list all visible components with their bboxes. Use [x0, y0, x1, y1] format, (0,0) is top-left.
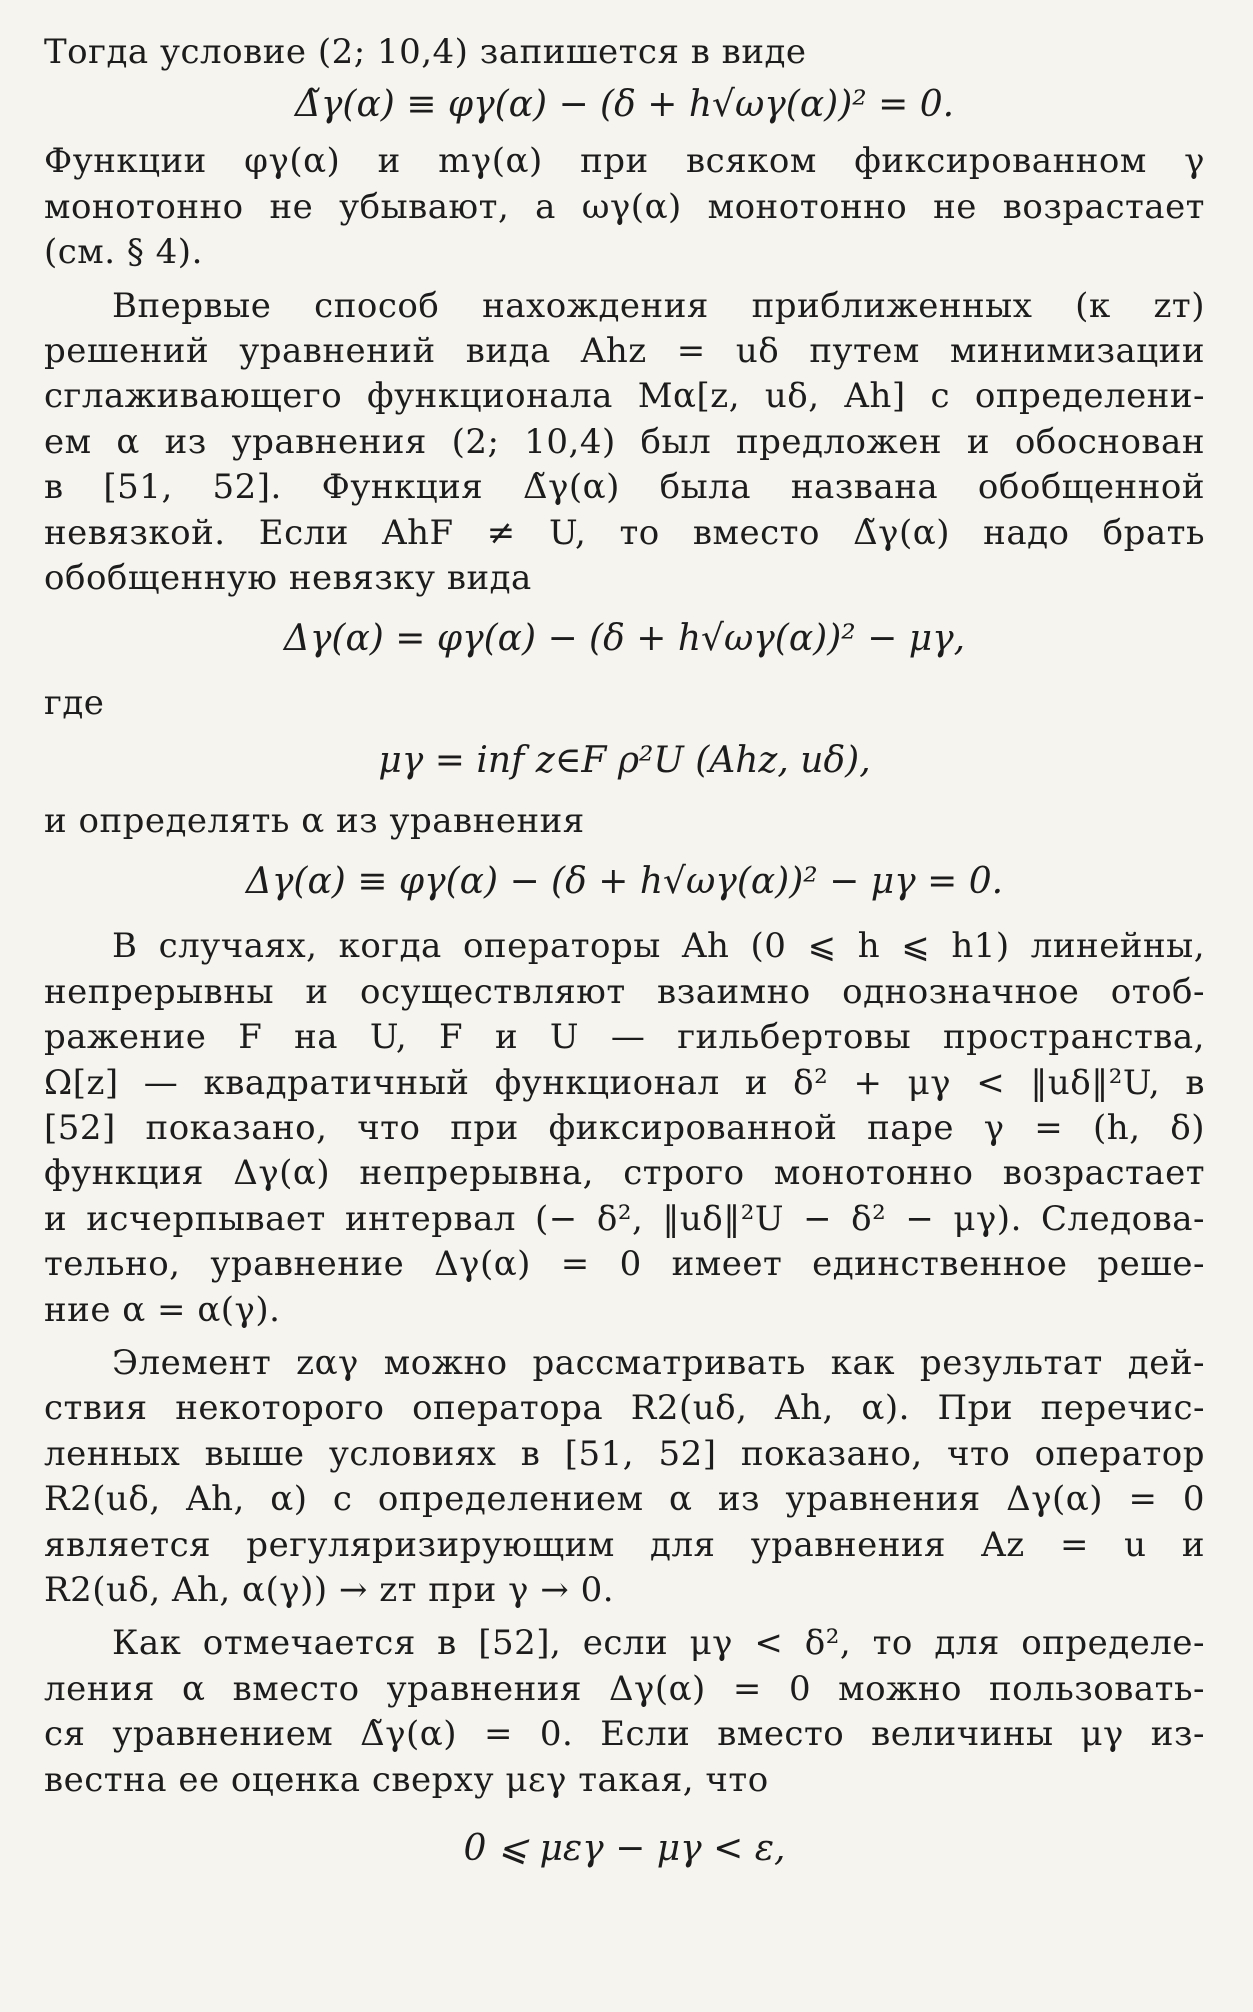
text-line: тельно, уравнение Δγ(α) = 0 имеет единственное реше- [44, 1244, 1205, 1285]
text-line: ления α вместо уравнения Δγ(α) = 0 можно пользовать- [44, 1668, 1205, 1709]
text-line: (см. § 4). [44, 232, 203, 273]
text-line: монотонно не убывают, а ωγ(α) монотонно не возрастает [44, 186, 1205, 227]
text-line: ем α из уравнения (2; 10,4) был предложен и обоснован [44, 421, 1205, 462]
text-line: ние α = α(γ). [44, 1289, 281, 1330]
text-line: [52] показано, что при фиксированной паре γ = (h, δ) [44, 1107, 1205, 1148]
paragraph-start: Элемент zαγ можно рассматривать как результат дей- [112, 1342, 1205, 1383]
text-line: R2(uδ, Ah, α(γ)) → zт при γ → 0. [44, 1569, 615, 1610]
formula-generalized-residual-tilde: Δ̃γ(α) ≡ φγ(α) − (δ + h√ωγ(α))² = 0. [294, 84, 955, 126]
text-line: Функции φγ(α) и mγ(α) при всяком фиксированном γ [44, 141, 1205, 182]
formula-generalized-residual: Δγ(α) = φγ(α) − (δ + h√ωγ(α))² − μγ, [283, 618, 966, 660]
text-line: R2(uδ, Ah, α) с определением α из уравнения Δγ(α) = 0 [44, 1479, 1205, 1520]
text-line: сглаживающего функционала Mα[z, uδ, Ah] с определени- [44, 376, 1205, 417]
formula-mu-epsilon-estimate: 0 ⩽ μεγ − μγ < ε, [463, 1828, 786, 1869]
text-line: ствия некоторого оператора R2(uδ, Ah, α). При перечис- [44, 1388, 1205, 1429]
formula-mu-gamma: μγ = inf z∈F ρ²U (Ahz, uδ), [378, 739, 871, 781]
text-line: в [51, 52]. Функция Δ̃γ(α) была названа обобщенной [44, 467, 1205, 508]
text-line: обобщенную невязку вида [44, 558, 532, 599]
text-line: Тогда условие (2; 10,4) запишется в виде [44, 32, 807, 72]
text-line: решений уравнений вида Ahz = uδ путем минимизации [44, 331, 1205, 372]
text-line: где [44, 683, 105, 724]
paragraph-start: Впервые способ нахождения приближенных (к zт) [112, 285, 1205, 326]
text-line: Ω[z] — квадратичный функционал и δ² + μγ < ‖uδ‖²U, в [44, 1062, 1206, 1103]
text-line: непрерывны и осуществляют взаимно однозначное отоб- [44, 971, 1205, 1012]
text-line: ражение F на U, F и U — гильбертовы пространства, [44, 1017, 1205, 1058]
text-line: невязкой. Если AhF ≠ U, то вместо Δ̃γ(α) надо брать [44, 512, 1205, 553]
text-line: ленных выше условиях в [51, 52] показано, что оператор [44, 1433, 1205, 1474]
text-line: ся уравнением Δ̃γ(α) = 0. Если вместо величины μγ из- [44, 1714, 1205, 1755]
text-line: и исчерпывает интервал (− δ², ‖uδ‖²U − δ² − μγ). Следова- [44, 1198, 1205, 1239]
formula-residual-equation: Δγ(α) ≡ φγ(α) − (δ + h√ωγ(α))² − μγ = 0. [245, 861, 1004, 903]
text-line: вестна ее оценка сверху μεγ такая, что [44, 1759, 769, 1800]
text-line: и определять α из уравнения [44, 800, 585, 841]
text-line: функция Δγ(α) непрерывна, строго монотонно возрастает [44, 1153, 1205, 1194]
text-line: является регуляризирующим для уравнения Az = u и [44, 1524, 1205, 1565]
paragraph-start: Как отмечается в [52], если μγ < δ², то для определе- [112, 1623, 1205, 1664]
paragraph-start: В случаях, когда операторы Ah (0 ⩽ h ⩽ h1) линейны, [112, 926, 1205, 967]
